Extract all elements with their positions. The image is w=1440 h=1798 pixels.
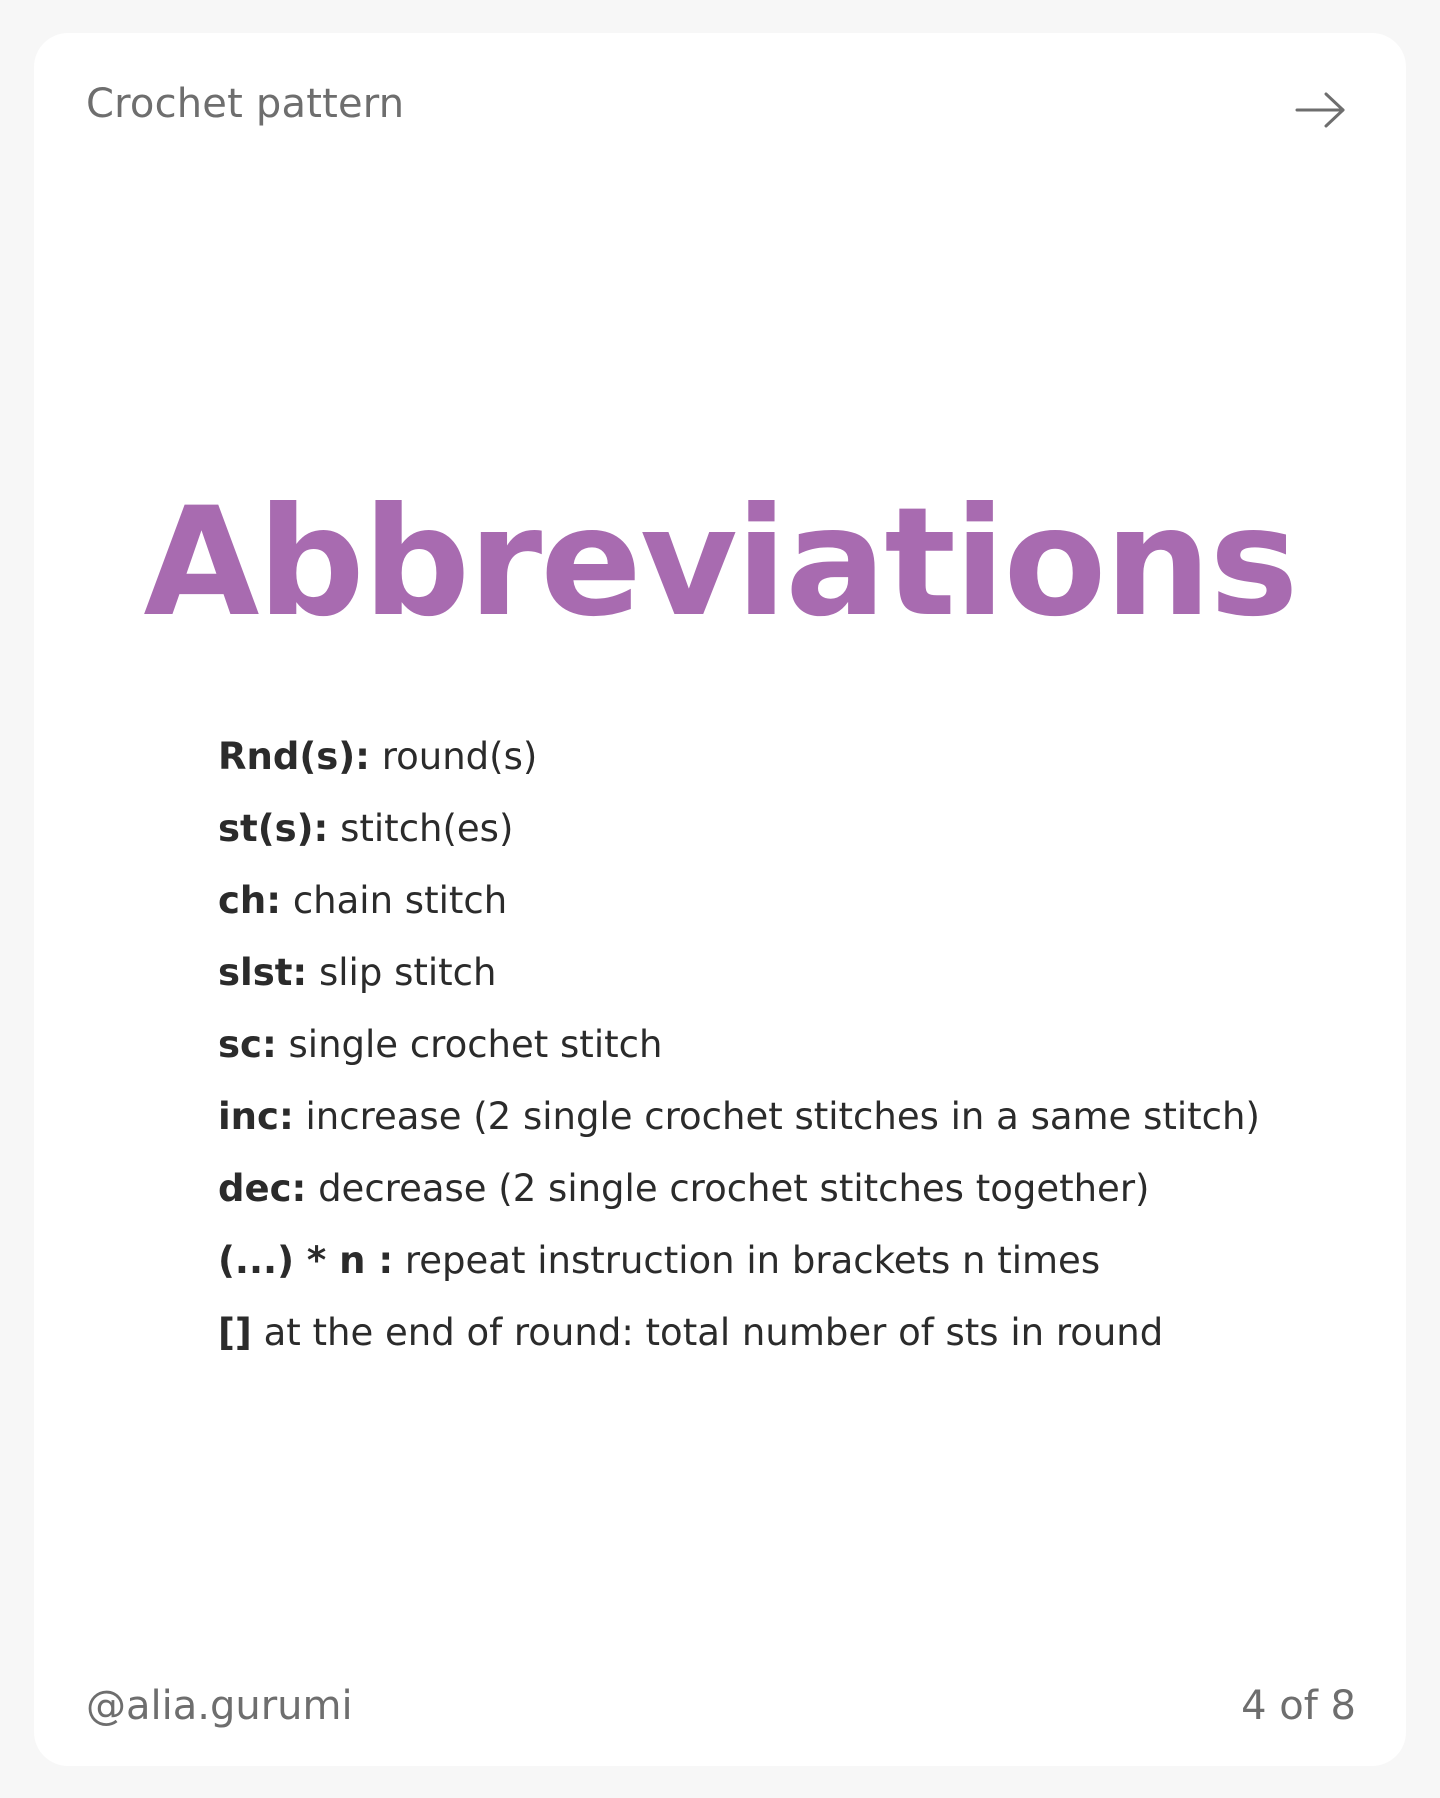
abbreviation-definition: round(s) <box>369 735 538 778</box>
author-handle: @alia.gurumi <box>86 1683 353 1729</box>
abbreviation-list <box>218 721 1260 1369</box>
abbreviation-definition: single crochet stitch <box>276 1023 663 1066</box>
abbreviation-term: sc: <box>218 1023 277 1066</box>
list-item <box>218 793 1260 865</box>
abbreviation-definition: at the end of round: total number of sts in round <box>251 1311 1164 1354</box>
header-title: Crochet pattern <box>86 81 405 127</box>
abbreviation-term: Rnd(s): <box>218 735 370 778</box>
arrow-right-icon[interactable] <box>1292 81 1350 139</box>
abbreviation-term: (...) * n : <box>218 1239 394 1282</box>
list-item <box>218 1225 1260 1297</box>
list-item <box>218 721 1260 793</box>
arrow-right-icon-graphic <box>1295 90 1347 130</box>
list-item <box>218 937 1260 1009</box>
abbreviation-term: ch: <box>218 879 282 922</box>
abbreviation-definition: increase (2 single crochet stitches in a same stitch) <box>293 1095 1260 1138</box>
abbreviation-term: inc: <box>218 1095 294 1138</box>
list-item <box>218 1081 1260 1153</box>
list-item <box>218 1009 1260 1081</box>
list-item <box>218 865 1260 937</box>
page-title: Abbreviations <box>143 476 1297 650</box>
abbreviation-definition: chain stitch <box>281 879 508 922</box>
abbreviation-term: st(s): <box>218 807 329 850</box>
abbreviation-term: [] <box>218 1311 252 1354</box>
list-item <box>218 1297 1260 1369</box>
pattern-card <box>34 33 1406 1766</box>
abbreviation-term: slst: <box>218 951 308 994</box>
abbreviation-definition: repeat instruction in brackets n times <box>393 1239 1101 1282</box>
abbreviation-definition: stitch(es) <box>328 807 514 850</box>
page-indicator: 4 of 8 <box>1241 1683 1356 1729</box>
list-item <box>218 1153 1260 1225</box>
abbreviation-definition: decrease (2 single crochet stitches together) <box>306 1167 1150 1210</box>
abbreviation-term: dec: <box>218 1167 307 1210</box>
abbreviation-definition: slip stitch <box>307 951 497 994</box>
